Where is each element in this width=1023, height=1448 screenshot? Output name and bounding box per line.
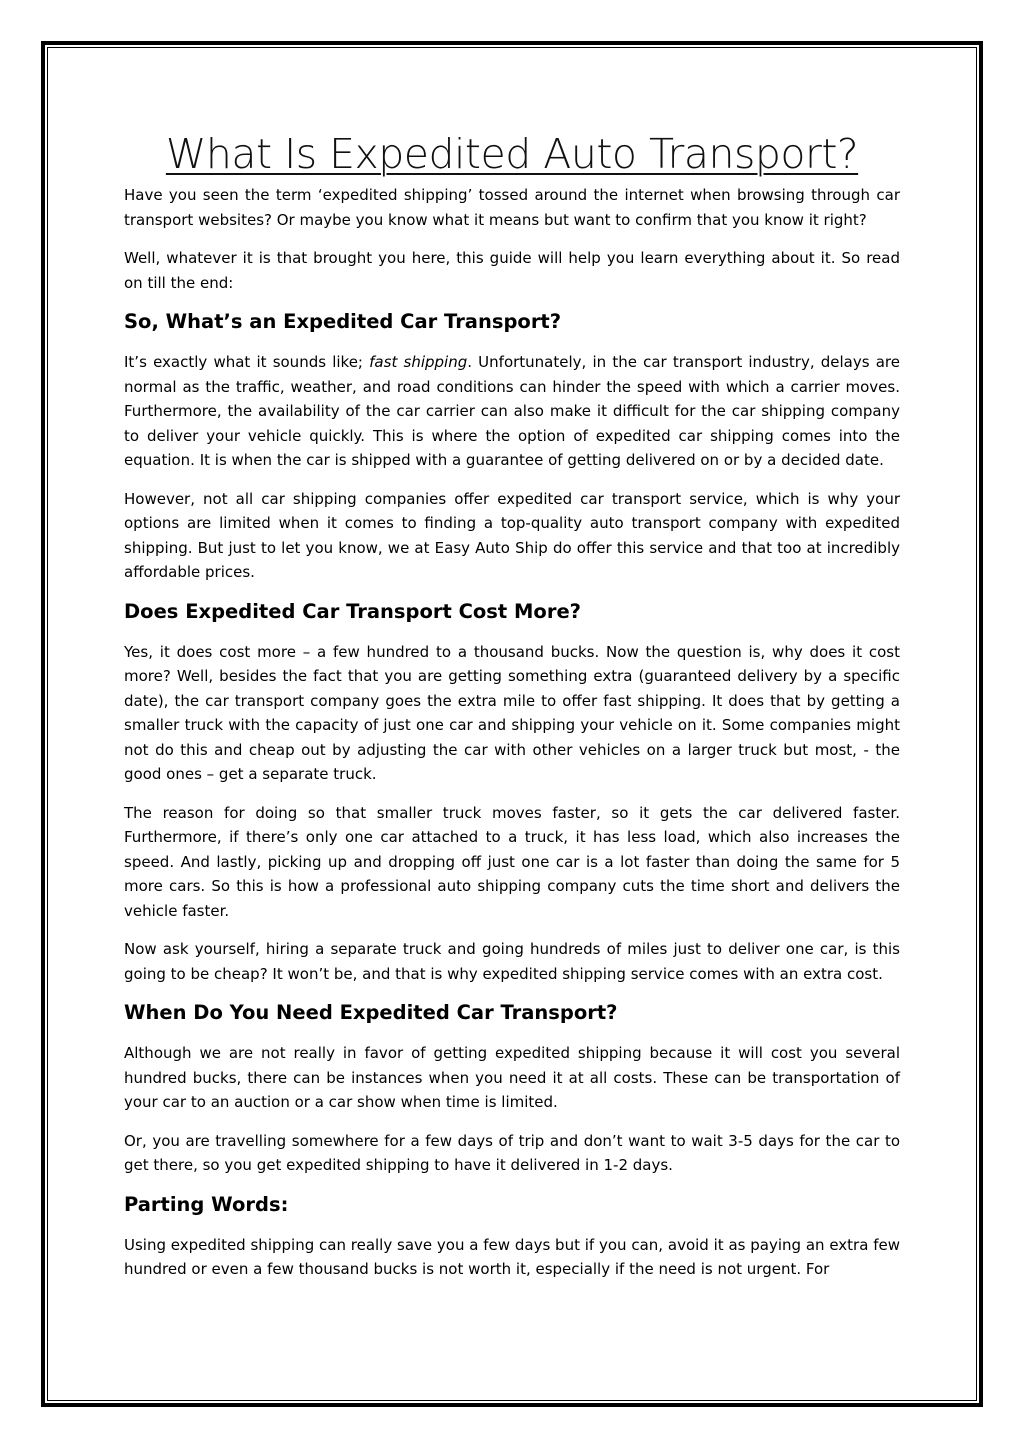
emphasis-text: fast shipping (369, 353, 468, 371)
section-cost-paragraph-3: Now ask yourself, hiring a separate truck and going hundreds of miles just to deliver one car, is this going to be cheap? It won’t be, and that is why expedited shipping service comes with an extra cost. (124, 940, 900, 983)
page-title: What Is Expedited Auto Transport? (165, 130, 859, 178)
section-heading-cost: Does Expedited Car Transport Cost More? (124, 599, 581, 623)
section-heading-parting: Parting Words: (124, 1192, 289, 1216)
section-heading-when: When Do You Need Expedited Car Transport? (124, 1001, 618, 1024)
section-what-is-paragraph-2: However, not all car shipping companies offer expedited car transport service, which is why your options are limited when it comes to finding a top-quality auto transport company with expedited shipping. But just to let you know, we at Easy Auto Ship do offer this service and that too at incredibly affordable prices. (124, 489, 900, 581)
text-run: . Unfortunately, in the car transport industry, delays are normal as the traffic, weather, and road conditions can hinder the speed with which a carrier moves. Furthermore, the availability of the car carrier can also make it difficult for the car shipping company to deliver your vehicle quickly. This is where the option of expedited car shipping comes into the equation. It is when the car is shipped with a guarantee of getting delivered on or by a decided date. (124, 353, 900, 469)
section-heading-what-is: So, What’s an Expedited Car Transport? (124, 310, 562, 333)
intro-paragraph-2: Well, whatever it is that brought you here, this guide will help you learn everything about it. So read on till the end: (124, 249, 900, 292)
intro-paragraph-1: Have you seen the term ‘expedited shipping’ tossed around the internet when browsing through car transport websites? Or maybe you know what it means but want to confirm that you know it right? (124, 186, 900, 229)
section-when-paragraph-2: Or, you are travelling somewhere for a few days of trip and don’t want to wait 3-5 days for the car to get there, so you get expedited shipping to have it delivered in 1-2 days. (124, 1131, 900, 1174)
section-cost-paragraph-1: Yes, it does cost more – a few hundred to a thousand bucks. Now the question is, why does it cost more? Well, besides the fact that you are getting something extra (guaranteed delivery by a specific date), the car transport company goes the extra mile to offer fast shipping. It does that by getting a smaller truck with the capacity of just one car and shipping your vehicle on it. Some companies might not do this and cheap out by adjusting the car with other vehicles on a larger truck but most, - the good ones – get a separate truck. (124, 642, 900, 783)
section-when-paragraph-1: Although we are not really in favor of getting expedited shipping because it will cost you several hundred bucks, there can be instances when you need it at all costs. These can be transportation of your car to an auction or a car show when time is limited. (124, 1044, 900, 1111)
section-cost-paragraph-2: The reason for doing so that smaller truck moves faster, so it gets the car delivered faster. Furthermore, if there’s only one car attached to a truck, it has less load, which also increases the speed. And lastly, picking up and dropping off just one car is a lot faster than doing the same for 5 more cars. So this is how a professional auto shipping company cuts the time short and delivers the vehicle faster. (124, 803, 900, 920)
text-run: It’s exactly what it sounds like; (124, 353, 370, 371)
document-body (124, 128, 900, 1296)
section-what-is-paragraph-1 (124, 350, 900, 473)
section-parting-paragraph-1: Using expedited shipping can really save you a few days but if you can, avoid it as paying an extra few hundred or even a few thousand bucks is not worth it, especially if the need is not urgent. For (124, 1235, 900, 1278)
